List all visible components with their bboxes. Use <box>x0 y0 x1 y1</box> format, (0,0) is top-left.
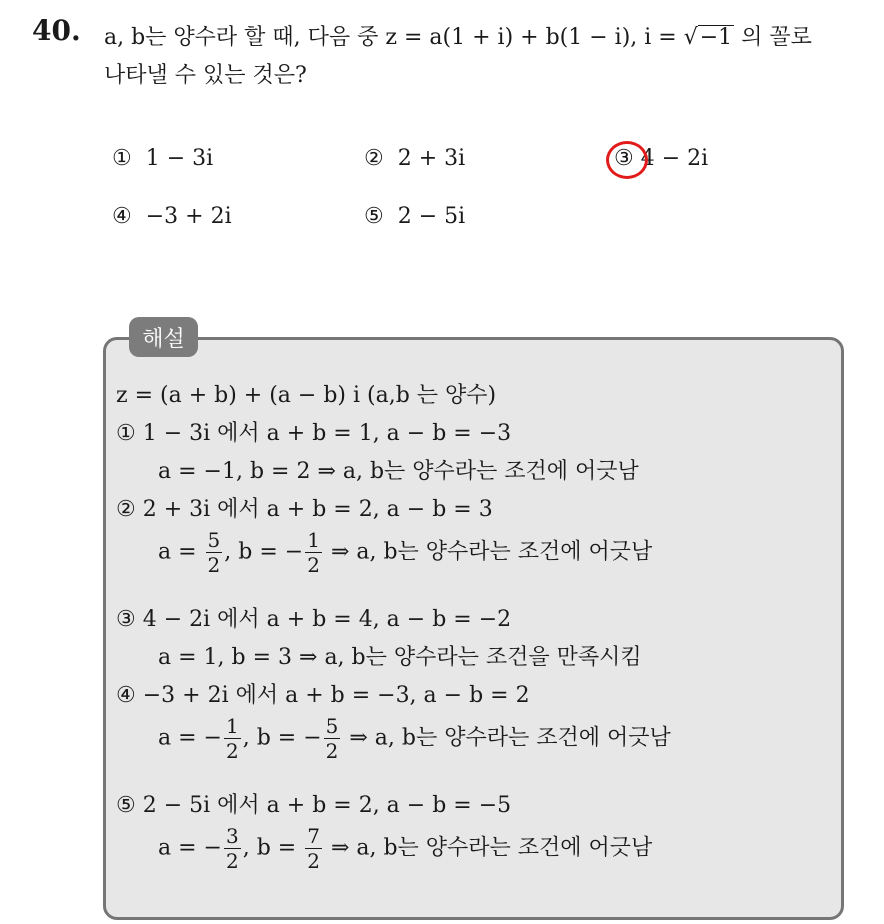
numerator: 3 <box>225 824 239 848</box>
fraction <box>305 824 322 873</box>
choice-marker: ② <box>364 146 384 171</box>
solution-text: , b = − <box>242 725 322 751</box>
denominator: 2 <box>325 739 339 763</box>
solution-line: z = (a + b) + (a − b) i (a,b 는 양수) <box>116 383 497 408</box>
fraction <box>324 714 341 763</box>
choice-value: 2 − 5i <box>397 204 466 229</box>
solution-text: , b = <box>242 835 304 861</box>
solution-line <box>158 528 652 577</box>
solution-text: a = <box>158 539 204 565</box>
solution-text: ⇒ a, b는 양수라는 조건에 어긋남 <box>323 539 653 565</box>
solution-text: a = − <box>158 725 222 751</box>
question-number: 40. <box>32 14 81 47</box>
fraction <box>224 824 241 873</box>
choice-4[interactable] <box>112 204 232 229</box>
choice-value: 1 − 3i <box>145 146 214 171</box>
question-line-1 <box>104 20 812 51</box>
question-text-part: a, b는 양수라 할 때, 다음 중 z = a(1 + i) + b(1 − i), i = <box>104 25 684 50</box>
denominator: 2 <box>225 849 239 873</box>
solution-line: ⑤ 2 − 5i 에서 a + b = 2, a − b = −5 <box>116 793 512 818</box>
numerator: 1 <box>225 714 239 738</box>
solution-text: , b = − <box>224 539 304 565</box>
numerator: 5 <box>325 714 339 738</box>
choice-marker: ⑤ <box>364 204 384 229</box>
solution-text: a = − <box>158 835 222 861</box>
numerator: 7 <box>307 824 320 848</box>
denominator: 2 <box>225 739 239 763</box>
fraction <box>224 714 241 763</box>
choice-value: 2 + 3i <box>397 146 466 171</box>
denominator: 2 <box>307 553 320 577</box>
sqrt-content: −1 <box>699 25 733 50</box>
solution-line: ① 1 − 3i 에서 a + b = 1, a − b = −3 <box>116 421 512 446</box>
numerator: 5 <box>207 528 221 552</box>
choice-value: −3 + 2i <box>145 204 232 229</box>
choice-marker: ① <box>112 146 132 171</box>
question-line-2: 나타낼 수 있는 것은? <box>104 63 307 88</box>
choice-5[interactable] <box>364 204 465 229</box>
choice-2[interactable] <box>364 146 465 171</box>
solution-line <box>158 824 652 873</box>
sqrt-sign: √ <box>683 25 698 50</box>
choice-value: 4 − 2i <box>640 146 709 171</box>
question-text-part: 의 꼴로 <box>734 25 812 50</box>
answer-circle-mark <box>606 141 648 179</box>
solution-line: ④ −3 + 2i 에서 a + b = −3, a − b = 2 <box>116 683 530 708</box>
choice-marker: ③ <box>614 146 634 171</box>
solution-label: 해설 <box>129 317 198 357</box>
solution-line: ③ 4 − 2i 에서 a + b = 4, a − b = −2 <box>116 607 512 632</box>
solution-text: ⇒ a, b는 양수라는 조건에 어긋남 <box>342 725 671 751</box>
fraction <box>305 528 322 577</box>
solution-line <box>158 714 671 763</box>
numerator: 1 <box>307 528 320 552</box>
solution-line: a = 1, b = 3 ⇒ a, b는 양수라는 조건을 만족시킴 <box>158 645 642 670</box>
choice-marker: ④ <box>112 204 132 229</box>
denominator: 2 <box>207 553 221 577</box>
solution-line: ② 2 + 3i 에서 a + b = 2, a − b = 3 <box>116 497 493 522</box>
solution-text: ⇒ a, b는 양수라는 조건에 어긋남 <box>323 835 653 861</box>
fraction <box>206 528 223 577</box>
choice-1[interactable] <box>112 146 213 171</box>
solution-line: a = −1, b = 2 ⇒ a, b는 양수라는 조건에 어긋남 <box>158 459 639 484</box>
denominator: 2 <box>307 849 320 873</box>
